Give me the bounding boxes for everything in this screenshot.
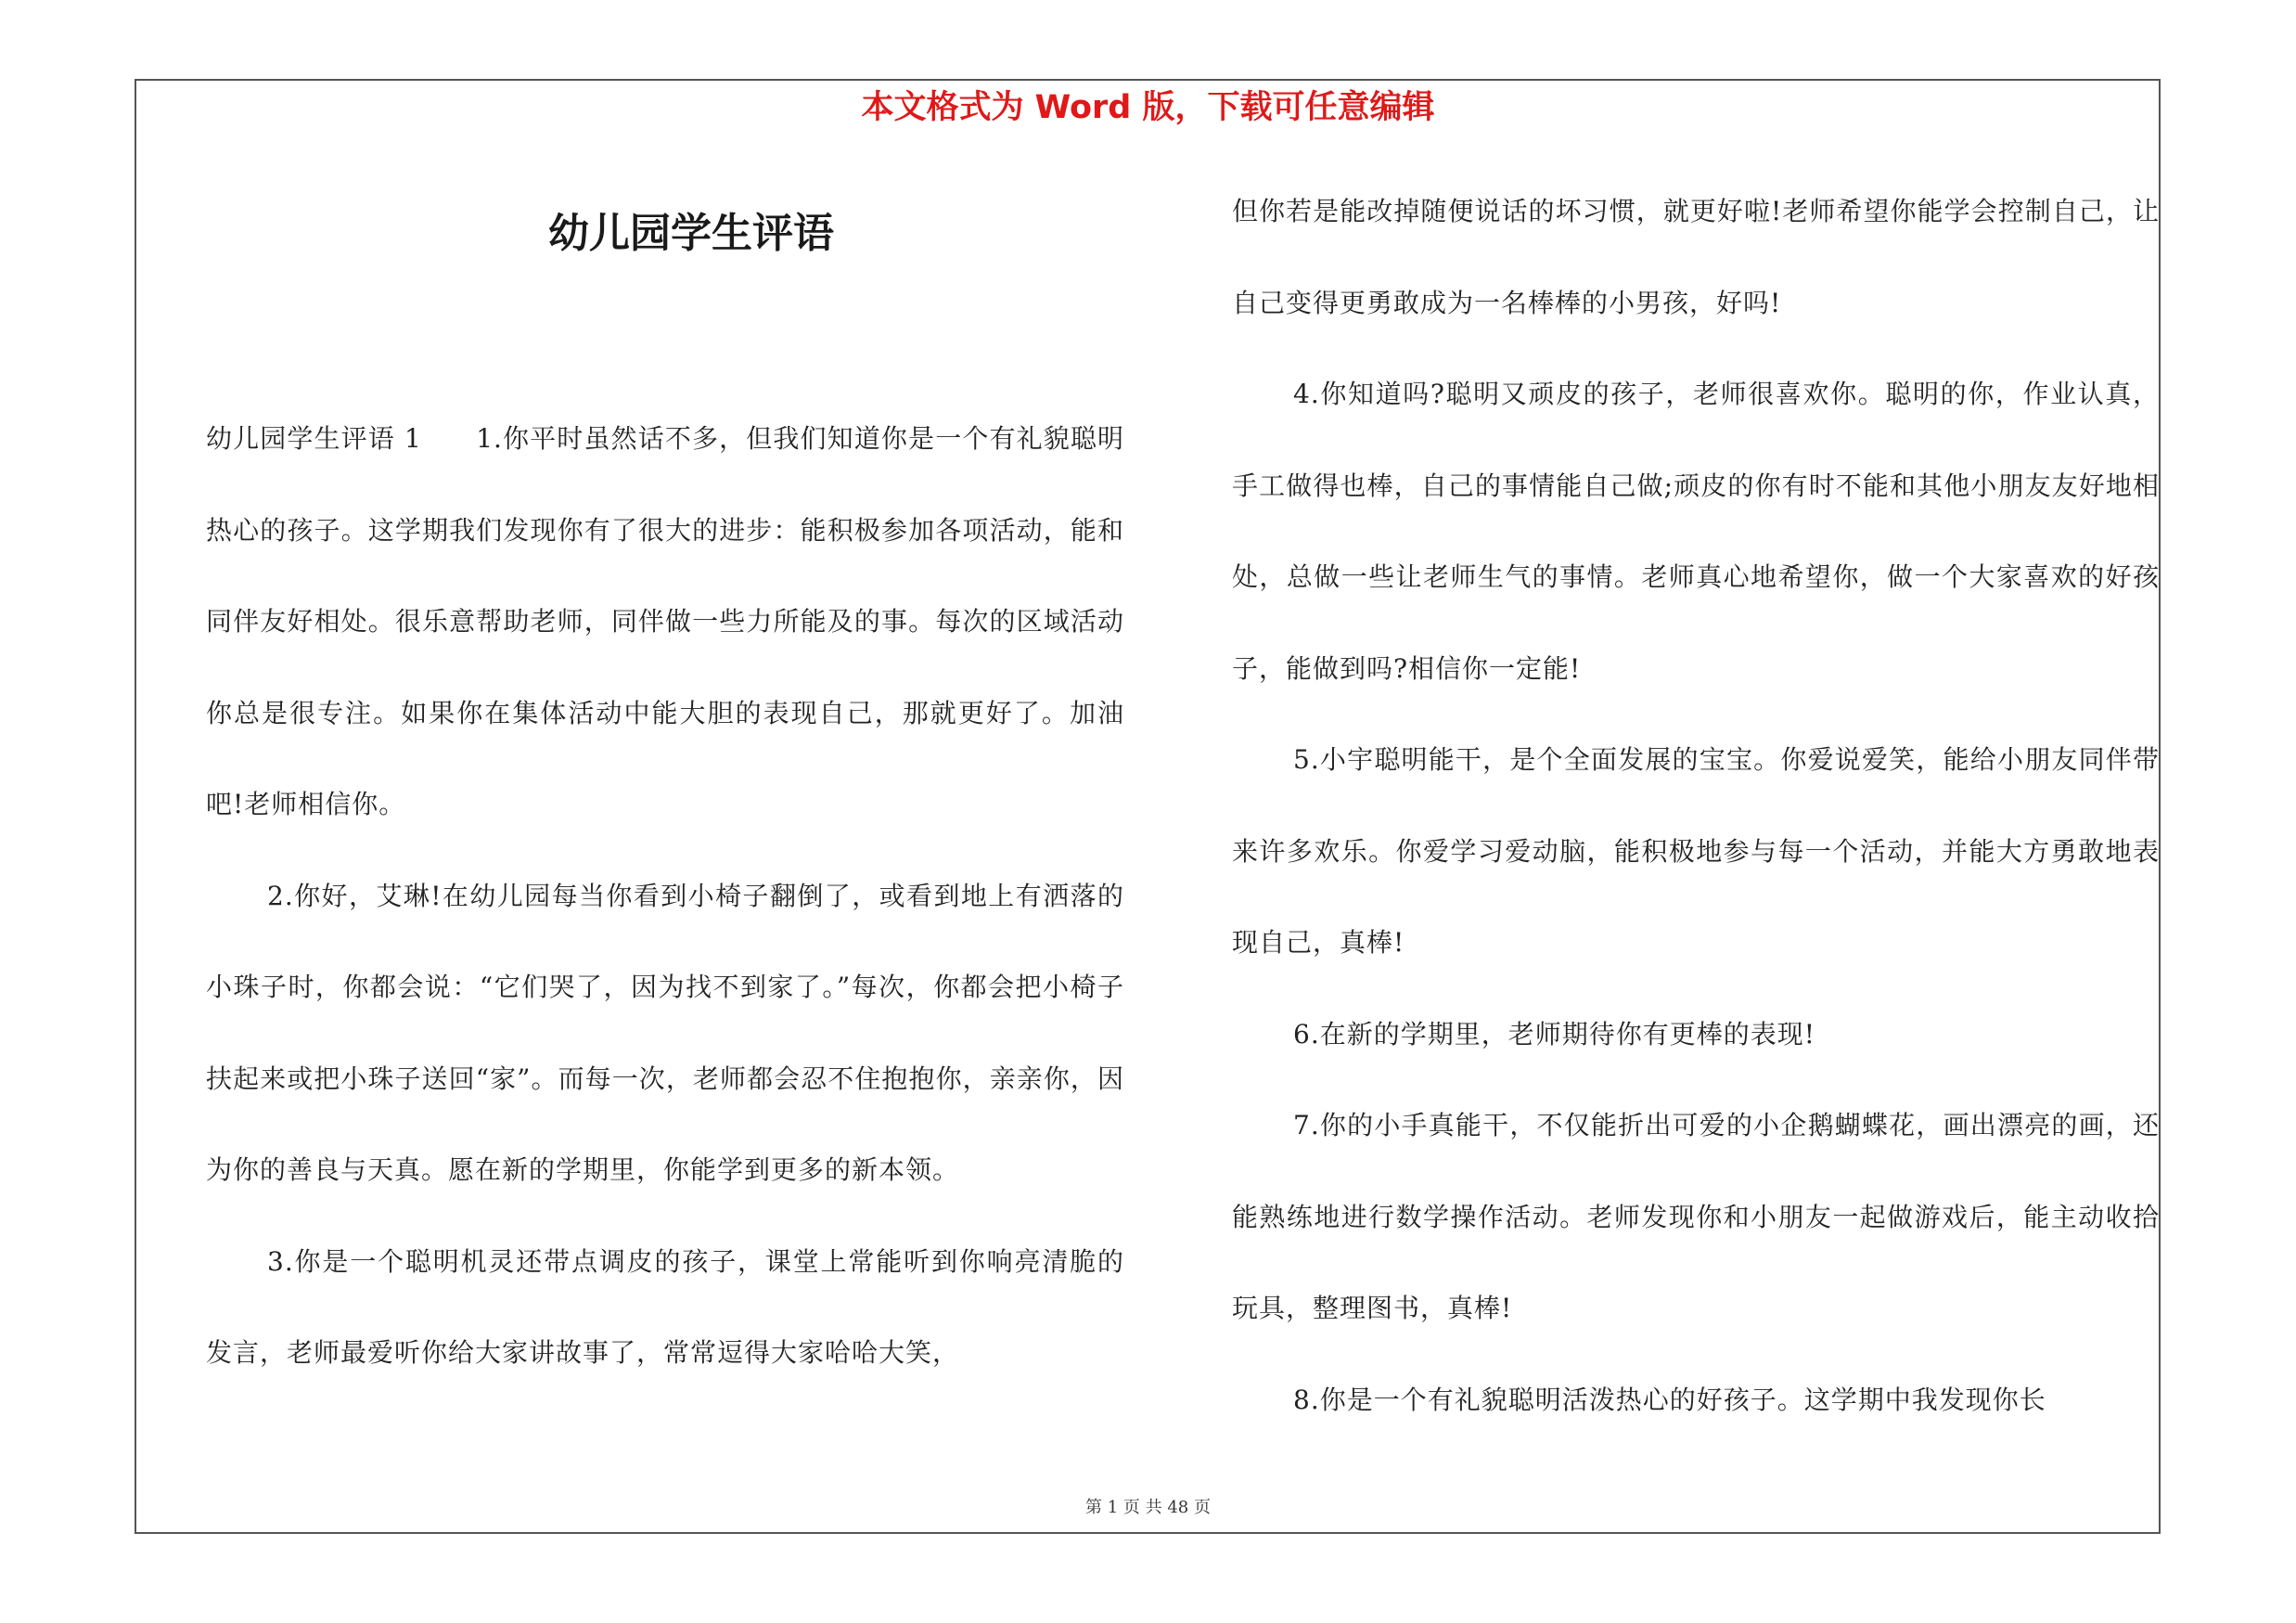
paragraph: 3.你是一个聪明机灵还带点调皮的孩子，课堂上常能听到你响亮清脆的发言，老师最爱听你给大家讲故事了，常常逗得大家哈哈大笑， [206,1245,1124,1368]
paragraph: 6.在新的学期里，老师期待你有更棒的表现! [1293,1018,1815,1050]
paragraph: 但你若是能改掉随便说话的坏习惯，就更好啦!老师希望你能学会控制自己，让自己变得更勇敢成为一名棒棒的小男孩，好吗! [1232,196,2160,318]
page-number-footer: 第 1 页 共 48 页 [1085,1498,1211,1517]
paragraph: 7.你的小手真能干，不仅能折出可爱的小企鹅蝴蝶花，画出漂亮的画，还能熟练地进行数学操作活动。老师发现你和小朋友一起做游戏后，能主动收拾玩具，整理图书，真棒! [1232,1110,2160,1323]
left-column [206,393,1124,1399]
paragraph: 幼儿园学生评语 1 1.你平时虽然话不多，但我们知道你是一个有礼貌聪明热心的孩子。这学期我们发现你有了很大的进步：能积极参加各项活动，能和同伴友好相处。很乐意帮助老师，同伴做一些力所能及的事。每次的区域活动你总是很专注。如果你在集体活动中能大胆的表现自己，那就更好了。加油吧!老师相信你。 [206,423,1124,819]
document-title: 幼儿园学生评语 [548,210,834,257]
paragraph: 4.你知道吗?聪明又顽皮的孩子，老师很喜欢你。聪明的你，作业认真，手工做得也棒，自己的事情能自己做;顽皮的你有时不能和其他小朋友友好地相处，总做一些让老师生气的事情。老师真心地希望你，做一个大家喜欢的好孩子，能做到吗?相信你一定能! [1232,379,2160,684]
word-format-banner: 本文格式为 Word 版，下载可任意编辑 [861,89,1435,126]
paragraph: 2.你好，艾琳!在幼儿园每当你看到小椅子翻倒了，或看到地上有洒落的小珠子时，你都会说：“它们哭了，因为找不到家了。”每次，你都会把小椅子扶起来或把小珠子送回“家”。而每一次，老师都会忍不住抱抱你，亲亲你，因为你的善良与天真。愿在新的学期里，你能学到更多的新本领。 [206,880,1124,1185]
paragraph: 8.你是一个有礼貌聪明活泼热心的好孩子。这学期中我发现你长 [1293,1384,2046,1415]
paragraph: 5.小宇聪明能干，是个全面发展的宝宝。你爱说爱笑，能给小朋友同伴带来许多欢乐。你爱学习爱动脑，能积极地参与每一个活动，并能大方勇敢地表现自己，真棒! [1232,744,2160,958]
right-column [1232,166,2160,1446]
